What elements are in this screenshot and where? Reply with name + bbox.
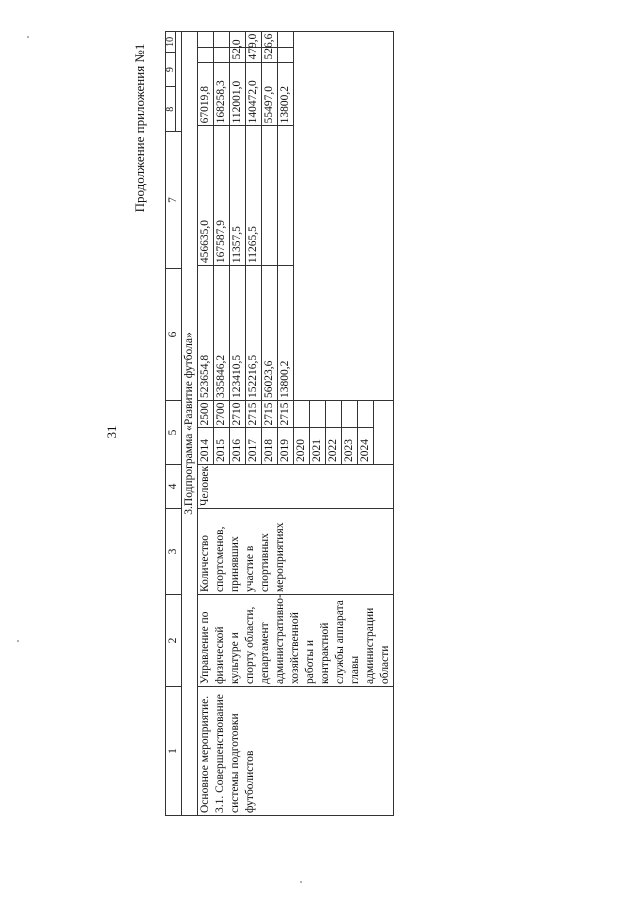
finance-value-col-6: 152216,5	[246, 266, 262, 400]
col-number-1: 1	[166, 687, 182, 816]
year-row	[214, 401, 230, 464]
scan-speck	[17, 640, 19, 642]
year-label: 2017	[246, 428, 262, 464]
finance-value-col-8: 13800,2	[278, 62, 294, 126]
year-label: 2021	[310, 428, 326, 464]
year-row	[342, 401, 358, 464]
finance-value-col-10	[198, 32, 214, 47]
col-number-8: 8	[166, 87, 176, 131]
column-numbers-row	[166, 32, 182, 816]
finance-value-col-6: 13800,2	[278, 266, 294, 400]
col-number-8-10	[166, 32, 182, 132]
col-number-3: 3	[166, 509, 182, 595]
finance-value-col-9	[198, 47, 214, 62]
finance-value-col-9: 52,0	[230, 47, 246, 62]
year-indicator-value: 2700	[214, 401, 230, 428]
finance-row	[246, 32, 262, 400]
finance-value-col-10	[214, 32, 230, 47]
finance-values-cell	[198, 32, 394, 401]
year-indicator-value: 2715	[246, 401, 262, 428]
col-number-2: 2	[166, 595, 182, 687]
finance-value-col-8: 55497,0	[262, 62, 278, 126]
year-row	[278, 401, 294, 464]
finance-value-col-7	[278, 126, 294, 266]
finance-value-col-7: 11357,5	[230, 126, 246, 266]
finance-row	[278, 32, 294, 400]
year-label: 2015	[214, 428, 230, 464]
year-indicator-value: 2715	[262, 401, 278, 428]
appendix-caption: Продолжение приложения №1	[132, 43, 147, 213]
finance-value-col-8: 168258,3	[214, 62, 230, 126]
scan-speck	[300, 881, 302, 883]
indicator-values-cell	[198, 401, 394, 465]
year-indicator-value	[342, 401, 358, 428]
page-number: 31	[104, 425, 119, 439]
subprogram-title: 3.Подпрограмма «Развитие футбола»	[182, 32, 198, 816]
finance-value-col-6: 523654,8	[198, 266, 214, 400]
finance-value-col-7: 11265,5	[246, 126, 262, 266]
year-label: 2024	[358, 428, 374, 464]
year-row	[326, 401, 342, 464]
year-row	[262, 401, 278, 464]
year-indicator-value	[326, 401, 342, 428]
year-label: 2016	[230, 428, 246, 464]
year-row	[198, 401, 214, 464]
year-row	[230, 401, 246, 464]
col-number-8-10-split	[166, 32, 176, 131]
activity-cell: Основное мероприятие. 3.1. Совершенствование системы подготовки футболистов	[198, 687, 394, 816]
finance-row	[230, 32, 246, 400]
unit-cell: Человек	[198, 465, 394, 509]
finance-value-col-8: 112001,0	[230, 62, 246, 126]
finance-value-col-6: 56023,6	[262, 266, 278, 400]
finance-value-col-10	[278, 32, 294, 47]
finance-row	[214, 32, 230, 400]
finance-value-col-7: 456635,0	[198, 126, 214, 266]
year-label: 2020	[294, 428, 310, 464]
year-row	[246, 401, 262, 464]
year-label: 2022	[326, 428, 342, 464]
year-indicator-value: 2715	[278, 401, 294, 428]
year-label: 2019	[278, 428, 294, 464]
finance-value-col-9	[278, 47, 294, 62]
finance-value-col-9: 526,6	[262, 47, 278, 62]
year-row	[310, 401, 326, 464]
year-indicator-value	[358, 401, 374, 428]
finance-value-col-8: 140472,0	[246, 62, 262, 126]
col-number-5: 5	[166, 401, 182, 465]
executor-cell: Управление по физической культуре и спорту области, департамент административно-хозяйственной работы и контрактной службы аппарата главы администрации области	[198, 595, 394, 687]
finance-values-table	[198, 32, 294, 400]
subprogram-row	[182, 32, 198, 816]
activity-row	[198, 32, 394, 816]
finance-value-col-7	[262, 126, 278, 266]
finance-value-col-9: 479,0	[246, 47, 262, 62]
finance-row	[262, 32, 278, 400]
year-indicator-value: 2710	[230, 401, 246, 428]
year-indicator-value: 2500	[198, 401, 214, 428]
finance-value-col-6: 123410,5	[230, 266, 246, 400]
col-number-4: 4	[166, 465, 182, 509]
program-table	[165, 31, 394, 816]
col-number-6: 6	[166, 269, 182, 401]
finance-value-col-8: 67019,8	[198, 62, 214, 126]
indicator-cell: Количество спортсменов, принявших участие в спортивных мероприятиях	[198, 509, 394, 595]
year-indicator-value	[294, 401, 310, 428]
scan-speck	[27, 36, 29, 38]
year-row	[294, 401, 310, 464]
finance-value-col-7: 167587,9	[214, 126, 230, 266]
col-number-7: 7	[166, 132, 182, 269]
col-number-10: 10	[166, 32, 176, 52]
year-label: 2018	[262, 428, 278, 464]
year-label: 2023	[342, 428, 358, 464]
col-number-9: 9	[166, 52, 176, 87]
finance-row	[198, 32, 214, 400]
years-values-table	[198, 401, 374, 464]
year-label: 2014	[198, 428, 214, 464]
finance-value-col-9	[214, 47, 230, 62]
year-row	[358, 401, 374, 464]
finance-value-col-6: 335846,2	[214, 266, 230, 400]
year-indicator-value	[310, 401, 326, 428]
program-table-rotated	[165, 32, 391, 816]
